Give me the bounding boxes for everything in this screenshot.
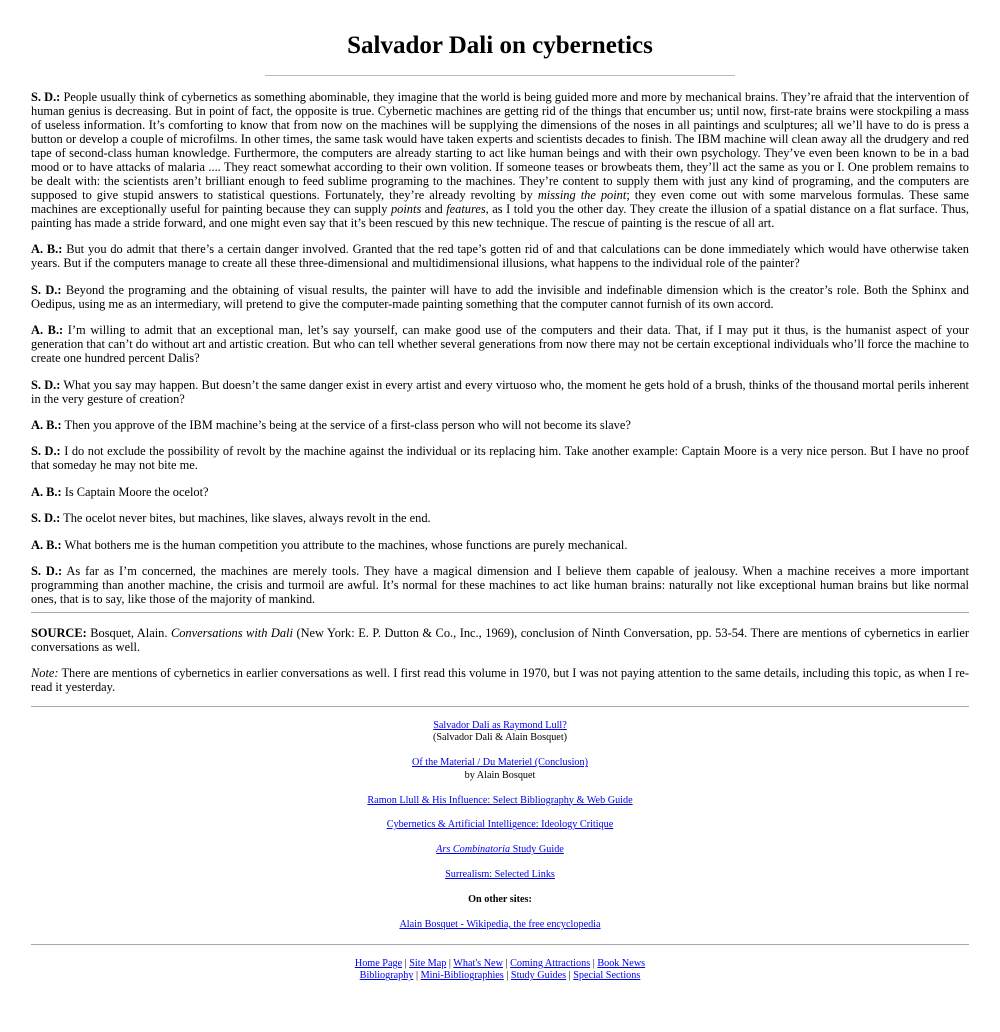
dialog-paragraph [31, 538, 969, 552]
footer-link[interactable]: Bibliography [359, 970, 414, 982]
source-citation [31, 626, 969, 654]
note-text: There are mentions of cybernetics in earlier conversations as well. I first read this volume in 1970, but I was not paying attention to the same details, including this topic, as when I re-read it yesterday. [31, 665, 969, 694]
speaker-label: A. B.: [31, 242, 63, 257]
speaker-label: S. D.: [31, 90, 61, 104]
dialog-text: and [421, 202, 447, 216]
link-wikipedia[interactable]: Alain Bosquet - Wikipedia, the free encyclopedia [399, 919, 601, 931]
emphasis-text: missing the point [537, 188, 627, 202]
link-raymond-lull-subtitle: (Salvador Dali & Alain Bosquet) [432, 732, 568, 744]
link-cybernetics-ai[interactable]: Cybernetics & Artificial Intelligence: Ideology Critique [386, 819, 614, 831]
dialog-text: As far as I’m concerned, the machines are merely tools. They have a magical dimension and I believe them capable of jealousy. When a machine receives a more important programming than another machine, the crisis and turmoil are awful. It’s normal for these machines to act like human brains: naturally not like exceptional human brains but like normal ones, that is to say, like those of the majority of mankind. [31, 563, 969, 606]
link-group-llull-bib [31, 795, 969, 807]
footer-separator: | [413, 970, 421, 982]
link-ars-combinatoria[interactable] [436, 844, 564, 855]
related-links [31, 720, 969, 932]
dialog-paragraph [31, 323, 969, 365]
other-sites-heading-wrap [31, 894, 969, 906]
footer-nav-row-2 [31, 970, 969, 982]
footer-divider [31, 944, 969, 945]
speaker-label: S. D.: [31, 444, 61, 459]
source-text-after: (New York: E. P. Dutton & Co., Inc., 1969), conclusion of Ninth Conversation, pp. 53-54. There are mentions of cybernetics in earlier conversations as well. [31, 625, 969, 654]
source-section [31, 626, 969, 694]
link-material-subtitle: by Alain Bosquet [464, 769, 536, 781]
footer-link[interactable]: Site Map [409, 957, 447, 969]
link-group-raymond-lull [31, 720, 969, 745]
dialog-paragraph [31, 418, 969, 432]
emphasis-text: points [390, 202, 422, 216]
footer-link[interactable]: Book News [597, 957, 646, 969]
dialog-text: Beyond the programing and the obtaining of visual results, the painter will have to add the invisible and indefinable dimension which is the creator’s role. Both the Sphinx and Oedipus, using me as an intermediary, will pretend to give the computer-made painting something that the computer cannot furnish of its own accord. [31, 282, 969, 311]
speaker-label: S. D.: [31, 377, 61, 392]
title-divider [265, 75, 735, 76]
footer-separator: | [590, 957, 598, 969]
footer-link[interactable]: What's New [453, 957, 503, 969]
footer-separator: | [502, 957, 511, 969]
source-text-before: Bosquet, Alain. [86, 625, 171, 640]
note-label: Note: [31, 665, 59, 680]
speaker-label: A. B.: [31, 417, 62, 432]
link-group-cybernetics [31, 819, 969, 831]
speaker-label: A. B.: [31, 537, 62, 552]
emphasis-text: features [446, 202, 486, 216]
footer-nav-row-1 [31, 958, 969, 970]
speaker-label: A. B.: [31, 484, 62, 499]
dialog-paragraph [31, 564, 969, 606]
dialog-section [31, 90, 969, 606]
speaker-label: S. D.: [31, 511, 61, 526]
link-llull-bibliography[interactable]: Ramon Llull & His Influence: Select Bibliography & Web Guide [367, 794, 633, 806]
footer-link[interactable]: Study Guides [510, 970, 567, 982]
dialog-paragraph [31, 485, 969, 499]
footer-separator: | [503, 970, 511, 982]
dialog-paragraph [31, 511, 969, 525]
dialog-text: People usually think of cybernetics as something abominable, they imagine that the world is being guided more and more by mechanical brains. They’re afraid that the intervention of human genius is decreasing. But in point of fact, the opposite is true. Cybernetic machines are getting rid of the things that encumber us; until now, first-rate brains were stockpiling a mass of useless information. It’s comforting to know that from now on the machines will be supplying the dimensions of the noses in all paintings and sculptures; all we’ll have to do is press a button or develop a couple of microfilms. In other times, the same task would have taken experts and scientists decades to finish. The IBM machine will clean away all the drudgery and red tape of second-class human knowledge. Furthermore, the computers are already starting to act like human beings and with their own psychology. They’ve even been known to be in a bad mood or to have attacks of malaria .... They react somewhat according to their own volition. If someone teases or browbeats them, they’ll act the same as you or I. One problem remains to be dealt with: the scientists aren’t brilliant enough to feed sublime programing to the machines. They’re content to supply them with just any kind of programing, and the computers are supposed to give stupid answers to statistical questions. Fortunately, they’re already revolting by [31, 90, 970, 202]
link-group-ars [31, 844, 969, 856]
dialog-text: What you say may happen. But doesn’t the same danger exist in every artist and every virtuoso who, the moment he gets hold of a brush, thinks of the thousand mortal perils inherent in the very gesture of creation? [31, 377, 969, 406]
footer-separator: | [566, 970, 574, 982]
footer-separator: | [402, 957, 410, 969]
page-title: Salvador Dali on cybernetics [347, 32, 653, 59]
dialog-text: What bothers me is the human competition you attribute to the machines, whose functions are purely mechanical. [61, 537, 628, 552]
dialog-paragraph [31, 90, 969, 230]
footer-link[interactable]: Mini-Bibliographies [420, 970, 504, 982]
dialog-text: But you do admit that there’s a certain danger involved. Granted that the red tape’s gotten rid of and that calculations can be done immediately which would have otherwise taken years. But if the computers manage to create all these three-dimensional and multidimensional illusions, what happens to the individual role of the painter? [31, 242, 969, 271]
dialog-text: , as I told you the other day. They create the illusion of a spatial distance on a flat surface. Thus, painting has made a stride forward, and one might even say that it’s been rescued by this new technique. The rescue of painting is the rescue of all art. [31, 202, 969, 230]
links-divider [31, 706, 969, 707]
dialog-text: The ocelot never bites, but machines, like slaves, always revolt in the end. [60, 511, 431, 526]
link-group-surrealism [31, 869, 969, 881]
dialog-text: Then you approve of the IBM machine’s being at the service of a first-class person who will not become its slave? [61, 417, 631, 432]
dialog-paragraph [31, 378, 969, 406]
speaker-label: S. D.: [31, 282, 62, 297]
note-paragraph [31, 666, 969, 694]
link-group-wikipedia [31, 919, 969, 931]
footer-link[interactable]: Special Sections [573, 970, 641, 982]
source-book-title: Conversations with Dali [170, 625, 293, 640]
speaker-label: S. D.: [31, 563, 63, 578]
link-group-material [31, 757, 969, 782]
dialog-text: I do not exclude the possibility of revolt by the machine against the individual or its replacing him. Take another example: Captain Moore is a very nice person. But I have no proof that someday he may not bite me. [31, 444, 969, 473]
link-material[interactable]: Of the Material / Du Materiel (Conclusion) [412, 757, 588, 769]
dialog-paragraph [31, 444, 969, 472]
site-footer [31, 958, 969, 983]
link-surrealism[interactable]: Surrealism: Selected Links [445, 869, 555, 881]
link-raymond-lull[interactable]: Salvador Dali as Raymond Lull? [433, 719, 567, 731]
speaker-label: A. B.: [31, 323, 64, 338]
other-sites-heading: On other sites: [468, 894, 532, 906]
footer-separator: | [446, 957, 454, 969]
footer-link[interactable]: Coming Attractions [510, 957, 591, 969]
dialog-text: Is Captain Moore the ocelot? [61, 484, 209, 499]
footer-link[interactable]: Home Page [354, 957, 403, 969]
dialog-text: I’m willing to admit that an exceptional man, let’s say yourself, can make good use of the computers and their data. That, if I may put it thus, is the humanist aspect of your generation that can’t do without art and artistic creation. But who can tell whether several generations from now there may not be certain exceptional individuals who’ll force the machine to create one hundred percent Dalis? [31, 323, 969, 366]
link-ars-italic: Ars Combinatoria [436, 844, 511, 856]
page [0, 32, 1000, 983]
source-label: SOURCE: [31, 625, 87, 640]
link-ars-rest: Study Guide [510, 844, 564, 856]
dialog-text: ; they even come out with some marvelous formulas. These same machines are exceptionally useful for painting because they can supply [31, 188, 969, 216]
dialog-paragraph [31, 283, 969, 311]
section-divider [31, 612, 969, 613]
dialog-paragraph [31, 242, 969, 270]
